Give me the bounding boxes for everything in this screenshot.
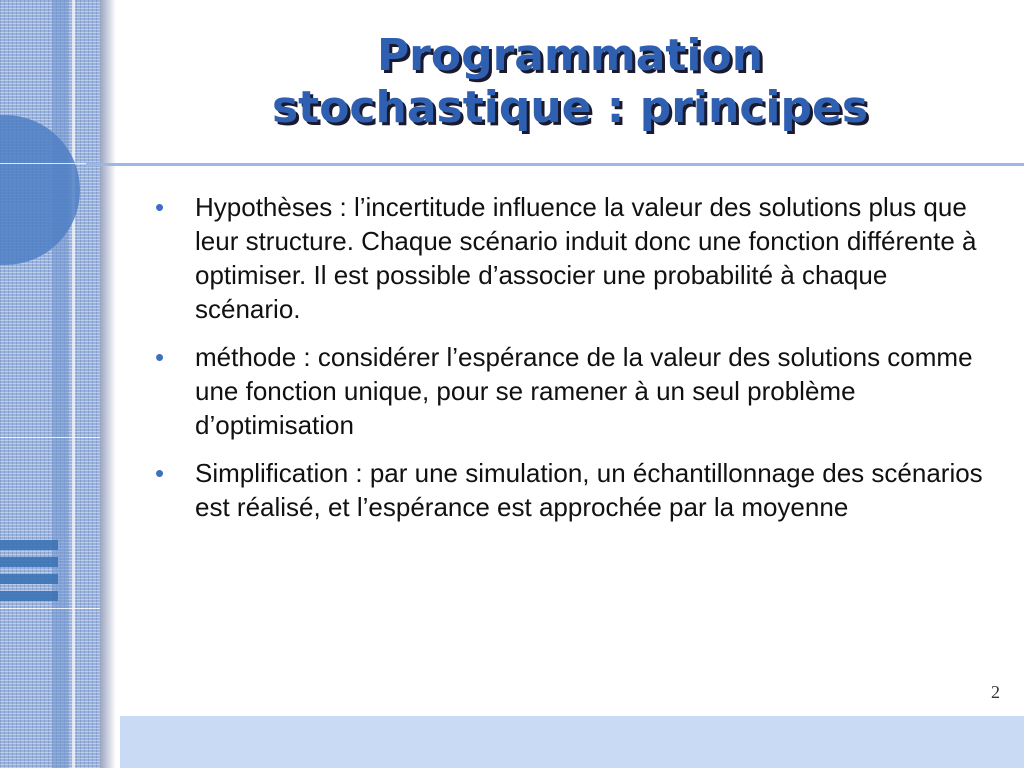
bullet-text: méthode : considérer l’espérance de la valeur des solutions comme une fonction unique, pour se ramener à un seul problème d’optimisation bbox=[195, 342, 973, 440]
slide-title-line-1: Programmation bbox=[376, 30, 764, 81]
band-stripe bbox=[52, 0, 68, 768]
bullet-icon: • bbox=[155, 458, 165, 488]
title-underline bbox=[86, 163, 1024, 166]
bullet-icon: • bbox=[155, 342, 165, 372]
bullet-text: Hypothèses : l’incertitude influence la valeur des solutions plus que leur structure. Chaque scénario induit donc une fonction différente à optimiser. Il est possible d’associer une probabilité à chaque scénario. bbox=[195, 192, 977, 324]
band-bar-ornament bbox=[0, 591, 58, 601]
bottom-footer-bar bbox=[120, 716, 1024, 768]
band-divider-line bbox=[0, 608, 100, 609]
band-highlight-stripe bbox=[72, 0, 75, 768]
slide-title bbox=[120, 30, 1020, 134]
bullet-item-methode bbox=[155, 340, 985, 442]
band-divider-line bbox=[0, 437, 100, 438]
bullet-icon: • bbox=[155, 192, 165, 222]
band-divider-line bbox=[0, 163, 100, 164]
page-number: 2 bbox=[991, 682, 1000, 702]
bullet-list bbox=[155, 190, 985, 538]
band-circle-ornament bbox=[0, 115, 80, 265]
slide-title-line-2: stochastique : principes bbox=[271, 82, 869, 133]
bullet-item-hypotheses bbox=[155, 190, 985, 326]
bullet-item-simplification bbox=[155, 456, 985, 524]
band-bar-ornament bbox=[0, 574, 58, 584]
left-decorative-band bbox=[0, 0, 100, 768]
bullet-text: Simplification : par une simulation, un échantillonnage des scénarios est réalisé, et l’espérance est approchée par la moyenne bbox=[195, 458, 983, 522]
band-shadow bbox=[100, 0, 116, 768]
band-bar-ornament bbox=[0, 540, 58, 550]
band-bar-ornament bbox=[0, 557, 58, 567]
